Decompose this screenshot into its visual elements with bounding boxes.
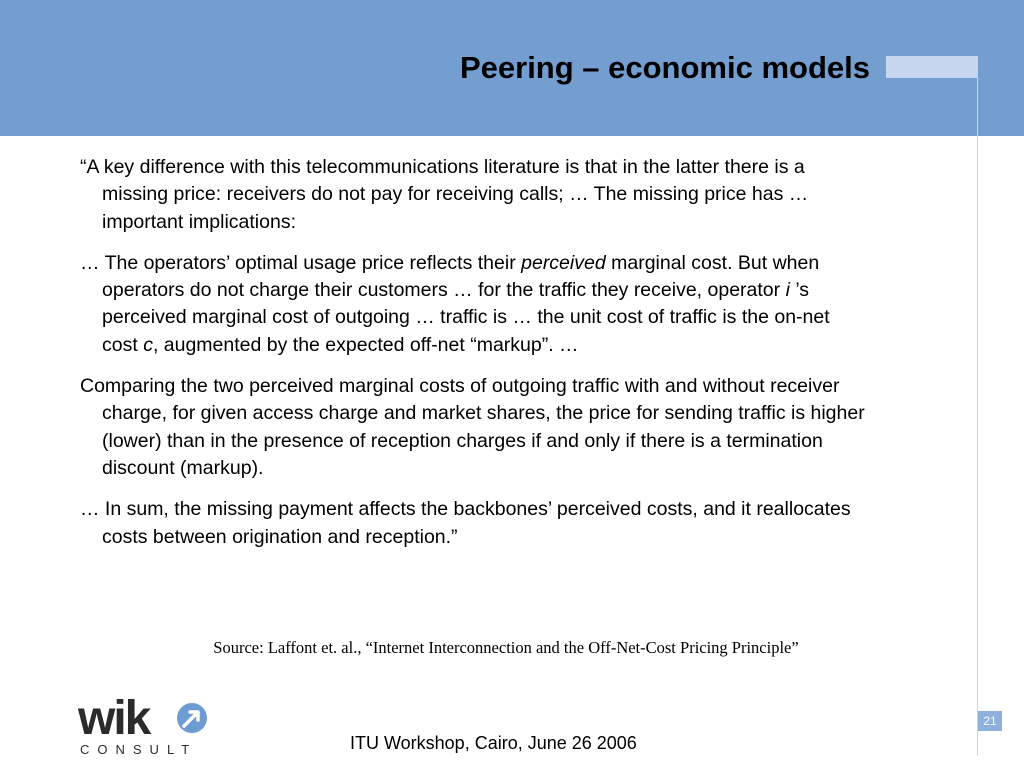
slide-title: Peering – economic models xyxy=(459,50,870,85)
text-segment: … The operators’ optimal usage price reflects their xyxy=(80,251,522,274)
paragraph xyxy=(80,250,870,359)
text-segment: “A key difference with this telecommunications literature is that in the latter there is a missing price: receivers do not pay for receiving calls; … The missing price has … important implications: xyxy=(80,156,809,233)
wik-consult-logo xyxy=(78,690,218,760)
header-accent-box xyxy=(886,56,978,78)
text-segment: , augmented by the expected off-net “markup”. … xyxy=(152,333,579,356)
logo-subtitle: CONSULT xyxy=(80,742,198,757)
footer-event: ITU Workshop, Cairo, June 26 2006 xyxy=(350,733,637,753)
source-citation: Source: Laffont et. al., “Internet Interconnection and the Off-Net-Cost Pricing Principle” xyxy=(213,638,799,657)
paragraph xyxy=(80,373,870,482)
arrow-circle-icon xyxy=(177,703,207,733)
text-segment: Comparing the two perceived marginal costs of outgoing traffic with and without receiver charge, for given access charge and market shares, the price for sending traffic is higher (lower) than in the presence of reception charges if and only if there is a termination discount (markup). xyxy=(80,375,865,479)
paragraph xyxy=(80,496,870,551)
text-segment: marginal cost. But when operators do not charge their customers … for the traffic they receive, operator xyxy=(102,251,820,302)
logo-wordmark: wik xyxy=(78,692,150,745)
italic-term: i xyxy=(785,279,790,302)
text-segment: … In sum, the missing payment affects the backbones’ perceived costs, and it reallocates costs between origination and reception.” xyxy=(80,498,851,548)
page-number: 21 xyxy=(978,711,1002,731)
text-segment: ’s perceived marginal cost of outgoing … traffic is … the unit cost of traffic is the on-net cost xyxy=(102,279,830,356)
quote-body xyxy=(80,154,870,565)
italic-term: c xyxy=(143,333,153,356)
paragraph xyxy=(80,154,870,236)
italic-term: perceived xyxy=(521,251,606,274)
